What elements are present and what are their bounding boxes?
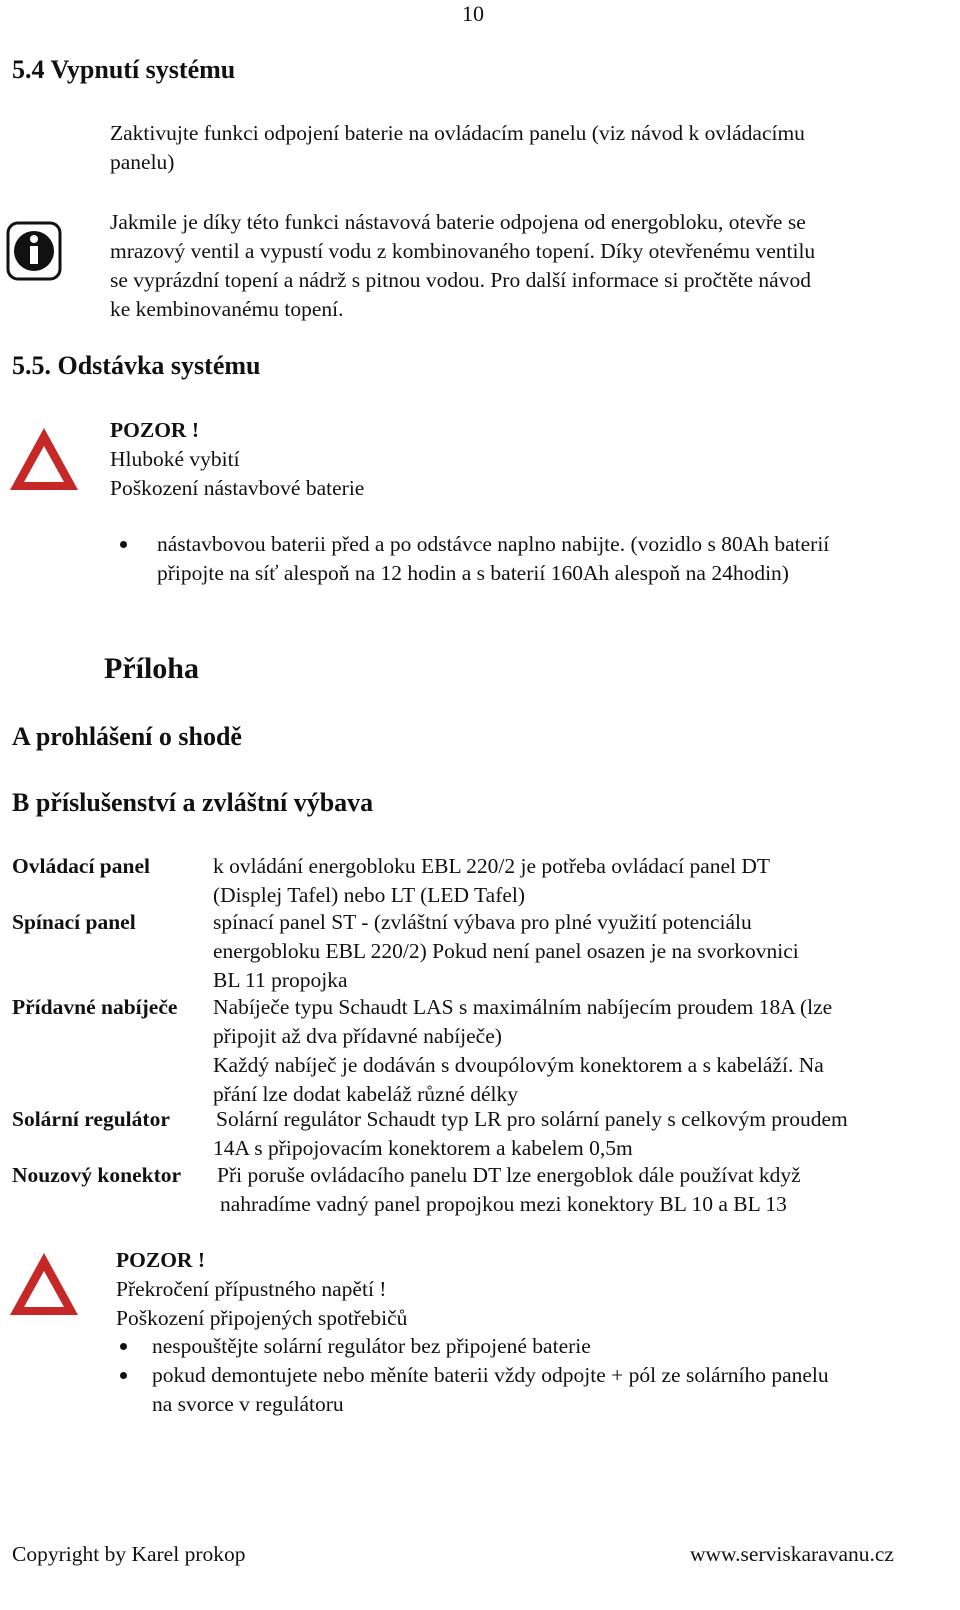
text-line: 14A s připojovacím konektorem a kabelem 0,5m: [213, 1136, 633, 1160]
bullet-line: připojte na síť alespoň na 12 hodin a s baterií 160Ah alespoň na 24hodin): [157, 561, 789, 585]
warning-line: Poškození připojených spotřebičů: [116, 1306, 408, 1330]
warning-triangle-icon: [6, 1249, 82, 1319]
bullet-line: pokud demontujete nebo měníte baterii vždy odpojte + pól ze solárního panelu: [152, 1363, 829, 1387]
warning-line: Hluboké vybití: [110, 447, 240, 471]
text-line: Každý nabíječ je dodáván s dvoupólovým konektorem a s kabeláží. Na: [213, 1053, 824, 1077]
text-line: Jakmile je díky této funkci nástavová baterie odpojena od energobloku, otevře se: [110, 210, 806, 234]
footer-copyright: Copyright by Karel prokop: [12, 1542, 246, 1566]
accessory-label: Solární regulátor: [12, 1107, 170, 1131]
appendix-title: Příloha: [104, 652, 199, 685]
text-line: spínací panel ST - (zvláštní výbava pro plné využití potenciálu: [213, 910, 752, 934]
appendix-bullet: [152, 1361, 829, 1419]
section-5-4-heading: 5.4 Vypnutí systému: [12, 55, 236, 84]
section-5-4-para2: [110, 208, 930, 324]
text-line: k ovládání energobloku EBL 220/2 je potřeba ovládací panel DT: [213, 854, 771, 878]
appendix-warning: [116, 1246, 407, 1333]
section-5-4-para1: [110, 119, 930, 177]
bullet-dot: [120, 1343, 127, 1350]
text-line: panelu): [110, 150, 175, 174]
warning-triangle-icon: [6, 424, 82, 494]
accessory-label: Přídavné nabíječe: [12, 995, 178, 1019]
section-5-5-heading: 5.5. Odstávka systému: [12, 351, 261, 380]
text-line: (Displej Tafel) nebo LT (LED Tafel): [213, 883, 526, 907]
accessory-desc: [217, 1161, 801, 1219]
accessory-desc: [213, 1105, 848, 1163]
page-number: 10: [462, 1, 484, 26]
text-line: Zaktivujte funkci odpojení baterie na ovládacím panelu (viz návod k ovládacímu: [110, 121, 805, 145]
text-line: se vyprázdní topení a nádrž s pitnou vodou. Pro další informace si pročtěte návod: [110, 268, 811, 292]
bullet-line: na svorce v regulátoru: [152, 1392, 344, 1416]
bullet-dot: [120, 541, 127, 548]
text-line: Solární regulátor Schaudt typ LR pro solární panely s celkovým proudem: [216, 1107, 848, 1131]
bullet-line: nástavbovou baterii před a po odstávce naplno nabijte. (vozidlo s 80Ah baterií: [157, 532, 830, 556]
footer-website: www.serviskaravanu.cz: [690, 1542, 894, 1566]
section-5-5-warning: [110, 416, 930, 503]
text-line: nahradíme vadný panel propojkou mezi konektory BL 10 a BL 13: [220, 1192, 787, 1216]
section-5-5-bullet: [157, 530, 937, 588]
accessory-label: Nouzový konektor: [12, 1163, 182, 1187]
text-line: připojit až dva přídavné nabíječe): [213, 1024, 502, 1048]
bullet-line: nespouštějte solární regulátor bez připojené baterie: [152, 1334, 591, 1358]
appendix-a-heading: A prohlášení o shodě: [12, 722, 242, 751]
appendix-bullet: [152, 1332, 591, 1361]
accessory-desc: [213, 908, 799, 995]
accessory-desc: [213, 852, 770, 910]
text-line: Při poruše ovládacího panelu DT lze energoblok dále používat když: [217, 1163, 801, 1187]
text-line: energobloku EBL 220/2) Pokud není panel osazen je na svorkovnici: [213, 939, 799, 963]
text-line: ke kembinovanému topení.: [110, 297, 344, 321]
warning-title: POZOR !: [110, 418, 199, 442]
accessory-label: Spínací panel: [12, 910, 136, 934]
warning-line: Poškození nástavbové baterie: [110, 476, 365, 500]
bullet-dot: [120, 1372, 127, 1379]
text-line: přání lze dodat kabeláž různé délky: [213, 1082, 519, 1106]
accessory-desc: [213, 993, 832, 1109]
warning-line: Překročení přípustného napětí !: [116, 1277, 387, 1301]
text-line: mrazový ventil a vypustí vodu z kombinovaného topení. Díky otevřenému ventilu: [110, 239, 816, 263]
text-line: BL 11 propojka: [213, 968, 348, 992]
info-icon: [6, 221, 62, 281]
accessory-label: Ovládací panel: [12, 854, 150, 878]
appendix-b-heading: B příslušenství a zvláštní výbava: [12, 788, 374, 817]
warning-title: POZOR !: [116, 1248, 205, 1272]
text-line: Nabíječe typu Schaudt LAS s maximálním nabíjecím proudem 18A (lze: [213, 995, 833, 1019]
